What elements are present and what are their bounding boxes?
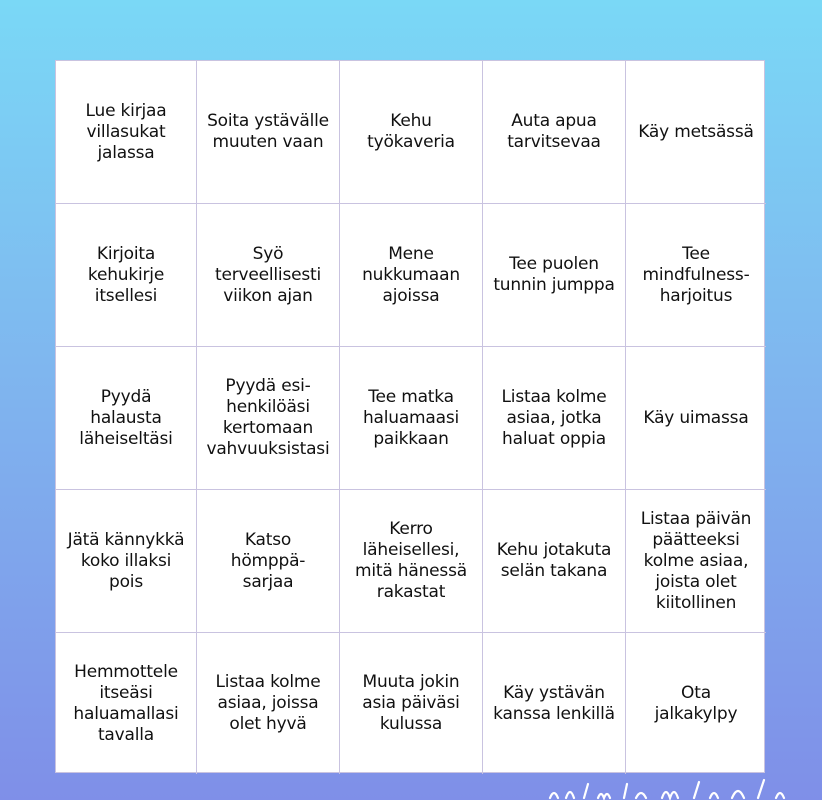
bingo-cell: Jätä kännykkä koko illaksi pois — [56, 490, 197, 633]
bingo-cell: Tee puolen tunnin jumppa — [483, 204, 626, 347]
bingo-cell: Kerro läheisellesi, mitä hänessä rakastat — [340, 490, 483, 633]
bingo-cell: Katso hömppä- sarjaa — [197, 490, 340, 633]
bingo-board — [55, 60, 765, 773]
bingo-cell: Tee matka haluamaasi paikkaan — [340, 347, 483, 490]
bingo-cell: Syö terveellisesti viikon ajan — [197, 204, 340, 347]
bingo-cell: Auta apua tarvitsevaa — [483, 61, 626, 204]
bingo-cell: Pyydä esi- henkilöäsi kertomaan vahvuuksistasi — [197, 347, 340, 490]
bingo-cell: Ota jalkakylpy — [654, 682, 738, 724]
bingo-cell: Käy metsässä — [626, 61, 766, 204]
bingo-cell: Muuta jokin asia päiväsi kulussa — [340, 633, 483, 774]
bingo-cell: Hemmottele itseäsi haluamallasi tavalla — [56, 633, 197, 774]
bingo-cell: Listaa päivän päätteeksi kolme asiaa, joista olet kiitollinen — [626, 490, 766, 633]
bingo-cell: Mene nukkumaan ajoissa — [340, 204, 483, 347]
bingo-cell: Lue kirjaa villasukat jalassa — [56, 61, 197, 204]
bingo-cell: Pyydä halausta läheiseltäsi — [56, 347, 197, 490]
handwriting-decoration — [544, 778, 804, 800]
bingo-cell: Tee mindfulness- harjoitus — [626, 204, 766, 347]
bingo-cell: Listaa kolme asiaa, joissa olet hyvä — [197, 633, 340, 774]
bingo-cell: Soita ystävälle muuten vaan — [197, 61, 340, 204]
bingo-cell: Käy uimassa — [626, 347, 766, 490]
bingo-cell: Listaa kolme asiaa, jotka haluat oppia — [483, 347, 626, 490]
bingo-cell: Käy ystävän kanssa lenkillä — [483, 633, 626, 774]
bingo-cell: Kirjoita kehukirje itsellesi — [56, 204, 197, 347]
bingo-cell: Kehu jotakuta selän takana — [483, 490, 626, 633]
bingo-cell: Kehu työkaveria — [340, 61, 483, 204]
